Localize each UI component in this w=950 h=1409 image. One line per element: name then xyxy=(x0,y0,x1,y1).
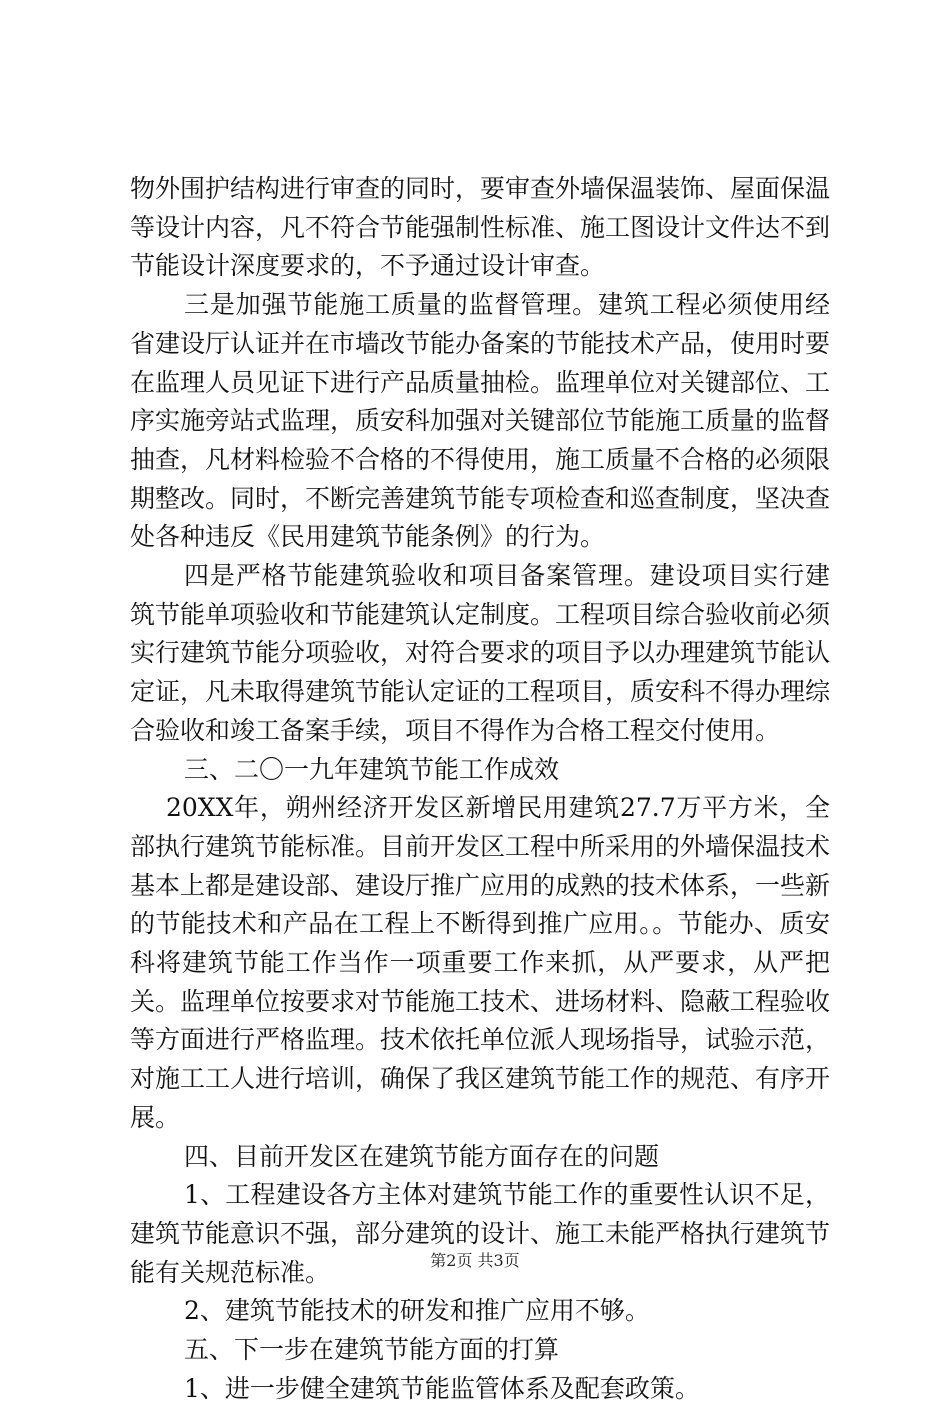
list-item-3: 1、进一步健全建筑节能监管体系及配套政策。 xyxy=(184,1373,700,1403)
paragraph-4: 20XX年，朔州经济开发区新增民用建筑27.7万平方米，全部执行建筑节能标准。目前开发区工程中所采用的外墙保温技术基本上都是建设部、建设厅推广应用的成熟的技术体系，一些新的节能技术和产品在工程上不断得到推广应用。。节能办、质安科将建筑节能工作当作一项重要工作来抓，从严要求，从严把关。监理单位按要求对节能施工技术、进场材料、隐蔽工程验收等方面进行严格监理。技术依托单位派人现场指导，试验示范，对施工工人进行培训，确保了我区建筑节能工作的规范、有序开展。 xyxy=(130,793,831,1132)
paragraph-1: 物外围护结构进行审查的同时，要审查外墙保温装饰、屋面保温等设计内容，凡不符合节能强制性标准、施工图设计文件达不到节能设计深度要求的，不予通过设计审查。 xyxy=(130,174,831,281)
paragraph-2: 三是加强节能施工质量的监督管理。建筑工程必须使用经省建设厅认证并在市墙改节能办备案的节能技术产品，使用时要在监理人员见证下进行产品质量抽检。监理单位对关键部位、工序实施旁站式监理，质安科加强对关键部位节能施工质量的监督抽查，凡材料检验不合格的不得使用，施工质量不合格的必须限期整改。同时，不断完善建筑节能专项检查和巡查制度，坚决查处各种违反《民用建筑节能条例》的行为。 xyxy=(130,290,831,552)
page-footer: 第2页 共3页 xyxy=(430,1251,520,1270)
section-heading-3: 三、二〇一九年建筑节能工作成效 xyxy=(184,754,560,784)
section-heading-4: 四、目前开发区在建筑节能方面存在的问题 xyxy=(184,1141,660,1171)
list-item-1: 1、工程建设各方主体对建筑节能工作的重要性认识不足，建筑节能意识不强，部分建筑的设计、施工未能严格执行建筑节能有关规范标准。 xyxy=(130,1180,831,1287)
section-heading-5: 五、下一步在建筑节能方面的打算 xyxy=(184,1335,560,1365)
paragraph-3: 四是严格节能建筑验收和项目备案管理。建设项目实行建筑节能单项验收和节能建筑认定制度。工程项目综合验收前必须实行建筑节能分项验收，对符合要求的项目予以办理建筑节能认定证，凡未取得建筑节能认定证的工程项目，质安科不得办理综合验收和竣工备案手续，项目不得作为合格工程交付使用。 xyxy=(130,561,831,745)
document-body xyxy=(130,170,830,1409)
list-item-2: 2、建筑节能技术的研发和推广应用不够。 xyxy=(184,1296,650,1326)
